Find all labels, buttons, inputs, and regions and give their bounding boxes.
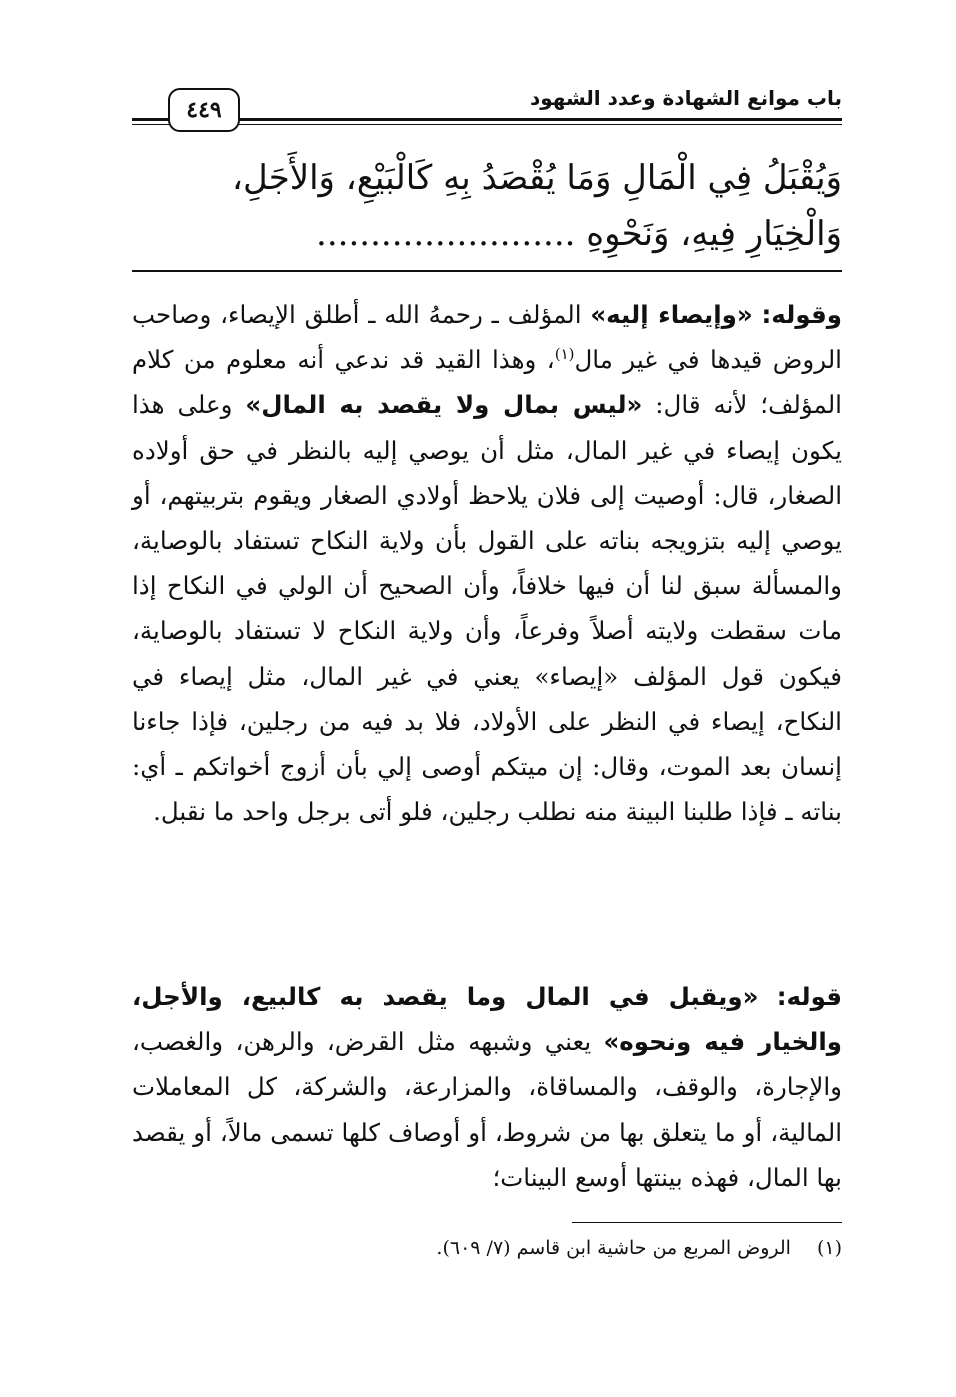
commentary-paragraph-1 (132, 292, 842, 834)
running-header-title: باب موانع الشهادة وعدد الشهود (529, 86, 842, 110)
footnote (436, 1237, 842, 1259)
paragraph-2-text: يعني وشبهه مثل القرض، والرهن، والغصب، والإجارة، والوقف، والمساقاة، والمزارعة، والشركة، كل المعاملات المالية، أو ما يتعلق بها من شروط، أو أوصاف كلها تسمى مالاً، أو يقصد بها المال، فهذه بينتها أوسع البينات؛ (132, 1027, 842, 1192)
paragraph-1-label: وقوله: (761, 300, 842, 329)
paragraph-1-text-1: المؤلف ـ رحمهُ الله ـ أطلق الإيصاء، وصاحب الروض قيدها في غير مال (132, 300, 842, 375)
paragraph-1-text-2: ، وهذا القيد قد ندعي أنه معلوم من كلام المؤلف؛ لأنه قال: (132, 345, 842, 420)
paragraph-1-quote-2: «ليس بمال ولا يقصد به المال» (245, 390, 643, 420)
paragraph-1-quote-1: «وإيصاء إليه» (590, 300, 753, 329)
paragraph-1-text-3: وعلى هذا يكون إيصاء في غير المال، مثل أن يوصي إليه بالنظر في حق أولاده الصغار، قال: أوصيت إلى فلان يلاحظ أولادي الصغار ويقوم بتربيتهم، أو يوصي إليه بتزويجه بناته على القول بأن ولاية النكاح تستفاد بالوصاية، والمسألة سبق لنا أن فيها خلافاً، وأن الصحيح أن الولي في النكاح إذا مات سقطت ولايته أصلاً وفرعاً، وأن ولاية النكاح لا تستفاد بالوصاية، فيكون قول المؤلف «إيصاء» يعني في غير المال، مثل إيصاء في النكاح، إيصاء في النظر على الأولاد، فلا بد فيه من رجلين، فإذا جاءنا إنسان بعد الموت، وقال: إن ميتكم أوصى إلي بأن أزوج أخواتكم ـ أي: بناته ـ فإذا طلبنا البينة منه نطلب رجلين، فلو أتى برجل واحد ما نقبل. (132, 390, 842, 827)
commentary-paragraph-2 (132, 974, 842, 1200)
matn-line-1: وَيُقْبَلُ فِي الْمَالِ وَمَا يُقْصَدُ بِهِ كَالْبَيْعِ، وَالأَجَلِ، (231, 158, 842, 198)
footnote-ref-1: (١) (554, 345, 575, 364)
footnote-number: (١) (816, 1237, 842, 1259)
paragraph-2-quote: «ويقبل في المال وما يقصد به كالبيع، والأجل، والخيار فيه ونحوه» (132, 982, 843, 1057)
page-number: ٤٤٩ (168, 88, 240, 132)
matn-line-2-text: وَالْخِيَارِ فِيهِ، وَنَحْوِهِ (586, 214, 842, 254)
matn-text (132, 150, 842, 262)
matn-line-2 (132, 206, 842, 262)
footnote-text: الروض المربع من حاشية ابن قاسم (٧/ ٦٠٩). (436, 1237, 791, 1259)
matn-separator-rule (132, 270, 842, 272)
footnote-separator-rule (572, 1222, 842, 1223)
matn-dots: ........................ (316, 214, 576, 254)
paragraph-2-label: قوله: (776, 982, 842, 1011)
